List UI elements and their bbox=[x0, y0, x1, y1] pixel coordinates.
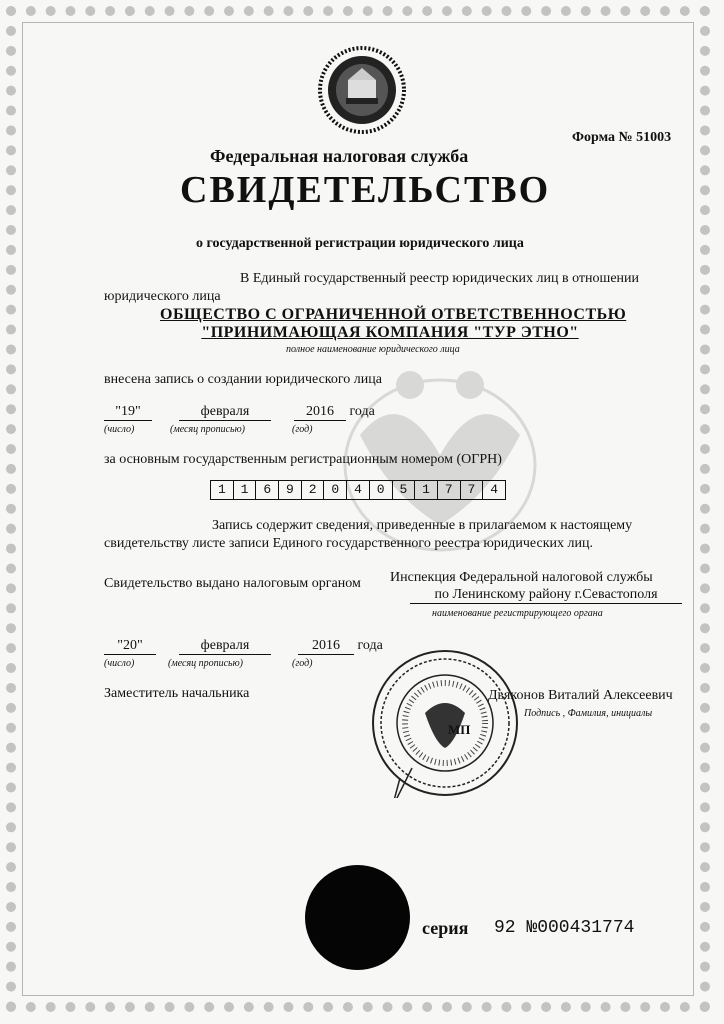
official-seal-icon bbox=[370, 648, 520, 798]
ogrn-digit: 1 bbox=[211, 481, 234, 499]
authority-line-1: Инспекция Федеральной налоговой службы bbox=[390, 570, 653, 585]
page-subtitle: о государственной регистрации юридического лица bbox=[196, 236, 524, 251]
ogrn-digit: 5 bbox=[393, 481, 416, 499]
record-month: февраля bbox=[179, 404, 271, 421]
issue-year-word: года bbox=[357, 638, 383, 653]
issue-year-caption: (год) bbox=[292, 658, 313, 669]
form-number: Форма № 51003 bbox=[572, 130, 672, 145]
record-year-caption: (год) bbox=[292, 424, 313, 435]
ogrn-digit: 7 bbox=[438, 481, 461, 499]
signer-caption: Подпись , Фамилия, инициалы bbox=[524, 708, 653, 719]
ogrn-line: за основным государственным регистрационным номером (ОГРН) bbox=[104, 452, 502, 467]
ogrn-digit: 9 bbox=[279, 481, 302, 499]
ogrn-digit: 0 bbox=[324, 481, 347, 499]
issue-date bbox=[104, 638, 383, 655]
signer-name: Дьяконов Виталий Алексеевич bbox=[488, 688, 673, 703]
signer-position: Заместитель начальника bbox=[104, 686, 250, 701]
series-label: серия bbox=[422, 918, 469, 938]
ogrn-digit: 1 bbox=[415, 481, 438, 499]
page-title: СВИДЕТЕЛЬСТВО bbox=[180, 169, 551, 211]
record-year: 2016 bbox=[294, 404, 346, 421]
fns-emblem-icon bbox=[318, 46, 406, 134]
issued-by-label: Свидетельство выдано налоговым органом bbox=[104, 576, 361, 591]
authority-caption: наименование регистрирующего органа bbox=[432, 608, 603, 619]
intro-line-2: юридического лица bbox=[104, 289, 221, 304]
record-day-caption: (число) bbox=[104, 424, 135, 435]
issue-month-caption: (месяц прописью) bbox=[168, 658, 243, 669]
record-year-word: года bbox=[349, 404, 375, 419]
record-month-caption: (месяц прописью) bbox=[170, 424, 245, 435]
company-name-line-1: ОБЩЕСТВО С ОГРАНИЧЕННОЙ ОТВЕТСТВЕННОСТЬЮ bbox=[160, 306, 627, 323]
company-caption: полное наименование юридического лица bbox=[286, 344, 460, 355]
record-date bbox=[104, 404, 375, 421]
intro-line-1: В Единый государственный реестр юридических лиц в отношении bbox=[240, 271, 640, 286]
ogrn-digit: 2 bbox=[302, 481, 325, 499]
ogrn-digit: 6 bbox=[256, 481, 279, 499]
issue-day-caption: (число) bbox=[104, 658, 135, 669]
series-number: 92 №000431774 bbox=[494, 918, 635, 938]
ogrn-digits bbox=[210, 480, 506, 500]
record-info-line-2: свидетельству листе записи Единого государственного реестра юридических лиц. bbox=[104, 536, 593, 551]
ogrn-digit: 7 bbox=[461, 481, 484, 499]
service-name: Федеральная налоговая служба bbox=[210, 146, 469, 166]
record-info-line-1: Запись содержит сведения, приведенные в прилагаемом к настоящему bbox=[212, 518, 633, 533]
company-name-line-2: "ПРИНИМАЮЩАЯ КОМПАНИЯ "ТУР ЭТНО" bbox=[201, 324, 579, 341]
redaction-blot bbox=[305, 865, 410, 970]
seal-mark: МП bbox=[448, 722, 471, 737]
issue-year: 2016 bbox=[298, 638, 354, 655]
record-day: "19" bbox=[104, 404, 152, 421]
ogrn-digit: 4 bbox=[347, 481, 370, 499]
record-line: внесена запись о создании юридического лица bbox=[104, 372, 382, 387]
ogrn-digit: 0 bbox=[370, 481, 393, 499]
issue-day: "20" bbox=[104, 638, 156, 655]
authority-line-2: по Ленинскому району г.Севастополя bbox=[410, 587, 682, 604]
ogrn-digit: 1 bbox=[234, 481, 257, 499]
ogrn-digit: 4 bbox=[490, 482, 498, 497]
issue-month: февраля bbox=[179, 638, 271, 655]
